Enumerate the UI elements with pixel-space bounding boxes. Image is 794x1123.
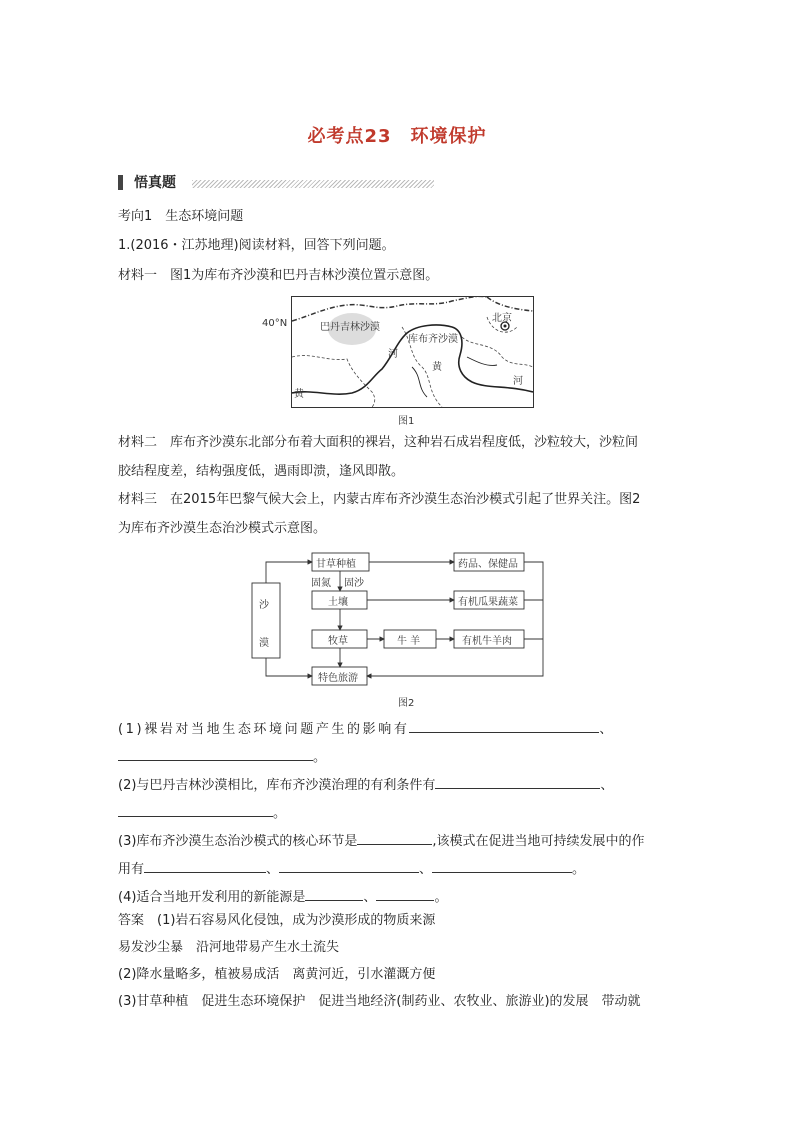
q1-separator: 、: [599, 722, 616, 737]
q3-end: 。: [572, 862, 586, 877]
question-4-line: [118, 886, 447, 907]
section-marker: [118, 175, 123, 190]
question-2-text: (2)与巴丹吉林沙漠相比，库布齐沙漠治理的有利条件有: [118, 778, 436, 793]
question-3-line-1: [118, 830, 645, 851]
q3-core-blank[interactable]: [357, 830, 432, 845]
sand-fix-label: 固沙: [344, 578, 364, 589]
kubuqi-label: 库布齐沙漠: [408, 334, 458, 345]
nitrogen-fix-label: 固氮: [311, 578, 331, 589]
section-divider: [192, 180, 434, 188]
q4-energy-blank-2[interactable]: [376, 886, 434, 901]
q3-separator-2: 、: [419, 862, 433, 877]
q4-end: 。: [434, 890, 448, 905]
produce-label: 有机瓜果蔬菜: [458, 597, 518, 608]
river-label-1: 河: [388, 349, 398, 360]
material-2-line-1: 材料二 库布齐沙漠东北部分布着大面积的裸岩，这种岩石成岩程度低，沙粒较大，沙粒间: [118, 435, 639, 450]
q2-answer-blank-2[interactable]: [118, 802, 273, 817]
q3-role-blank-1[interactable]: [144, 858, 266, 873]
tourism-label: 特色旅游: [318, 673, 358, 684]
q1-answer-blank-2[interactable]: [118, 746, 313, 761]
answer-line-1: 答案 (1)岩石容易风化侵蚀，成为沙漠形成的物质来源: [118, 913, 436, 928]
answer-line-3: (2)降水量略多，植被易成活 离黄河近，引水灌溉方便: [118, 967, 436, 982]
q2-answer-blank-1[interactable]: [435, 774, 600, 789]
figure-2-caption: 图2: [398, 698, 415, 709]
question-2-line-1: [118, 774, 613, 795]
q3-separator-1: 、: [266, 862, 280, 877]
flow-diagram: [245, 550, 550, 690]
q1-end: 。: [313, 750, 327, 765]
q4-separator: 、: [363, 890, 377, 905]
question-1-line-1: [118, 718, 615, 739]
gancao-label: 甘草种植: [316, 559, 356, 570]
question-4-text: (4)适合当地开发利用的新能源是: [118, 890, 306, 905]
q2-end: 。: [273, 806, 287, 821]
q4-energy-blank-1[interactable]: [305, 886, 363, 901]
yellow-label-2: 黄: [432, 362, 442, 373]
material-1: 材料一 图1为库布齐沙漠和巴丹吉林沙漠位置示意图。: [118, 268, 439, 283]
q2-separator: 、: [600, 778, 614, 793]
question-1-line-2: [118, 746, 326, 767]
desert-label-top: 沙: [259, 600, 269, 611]
badain-label: 巴丹吉林沙漠: [320, 322, 380, 333]
question-2-line-2: [118, 802, 286, 823]
desert-label-bottom: 漠: [259, 638, 269, 649]
question-3-text-a: (3)库布齐沙漠生态治沙模式的核心环节是: [118, 834, 358, 849]
answer-line-4: (3)甘草种植 促进生态环境保护 促进当地经济(制药业、农牧业、旅游业)的发展 带动就: [118, 994, 641, 1009]
question-3-line-2: [118, 858, 585, 879]
q3-role-blank-3[interactable]: [432, 858, 572, 873]
page-title: 必考点23 环境保护: [307, 126, 487, 147]
material-3-line-1: 材料三 在2015年巴黎气候大会上，内蒙古库布齐沙漠生态治沙模式引起了世界关注。图2: [118, 492, 641, 507]
question-1-text: (1)裸岩对当地生态环境问题产生的影响有: [118, 722, 410, 737]
beijing-label: 北京: [492, 313, 512, 324]
forage-label: 牧草: [328, 636, 348, 647]
meat-label: 有机牛羊肉: [462, 636, 512, 647]
q1-answer-blank-1[interactable]: [409, 718, 599, 733]
medicine-label: 药品、保健品: [458, 559, 518, 570]
latitude-label: 40°N: [262, 318, 288, 329]
question-3-text-c: 用有: [118, 862, 145, 877]
yellow-label-1: 黄: [294, 389, 304, 400]
soil-label: 土壤: [328, 597, 348, 608]
answer-line-2: 易发沙尘暴 沿河地带易产生水土流失: [118, 940, 340, 955]
cattle-label: 牛 羊: [397, 636, 421, 647]
question-3-text-b: ,该模式在促进当地可持续发展中的作: [432, 834, 645, 849]
figure-1-caption: 图1: [398, 416, 415, 427]
q3-role-blank-2[interactable]: [279, 858, 419, 873]
question-intro: 1.(2016・江苏地理)阅读材料，回答下列问题。: [118, 238, 395, 253]
material-3-line-2: 为库布齐沙漠生态治沙模式示意图。: [118, 521, 327, 536]
subsection-heading: 考向1 生态环境问题: [118, 209, 244, 224]
section-label: 悟真题: [134, 175, 176, 191]
material-2-line-2: 胶结程度差，结构强度低，遇雨即溃，逢风即散。: [118, 464, 405, 479]
river-label-2: 河: [513, 376, 523, 387]
